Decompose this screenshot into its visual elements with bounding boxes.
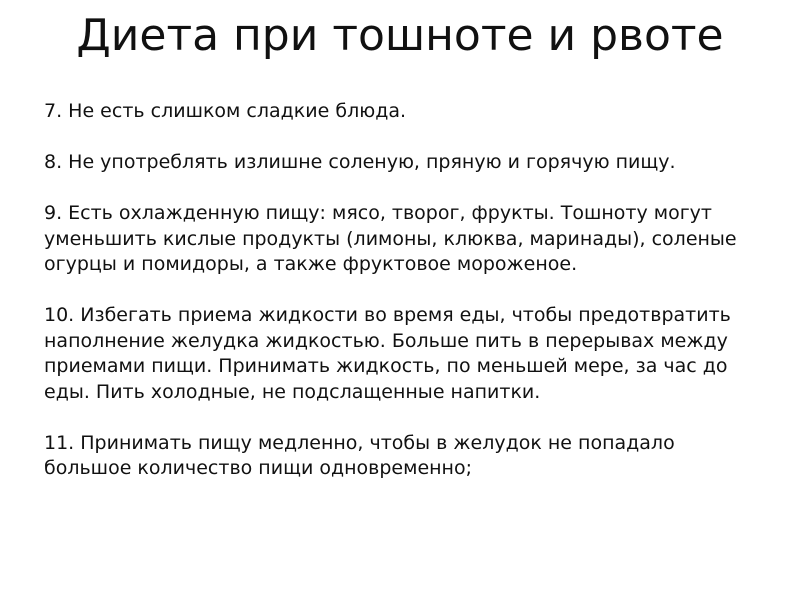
list-item: 9. Есть охлажденную пищу: мясо, творог, фрукты. Тошноту могут уменьшить кислые продукты (лимоны, клюква, маринады), соленые огурцы и помидоры, а также фруктовое мороженое. <box>44 202 737 275</box>
list-item: 11. Принимать пищу медленно, чтобы в желудок не попадало большое количество пищи одновременно; <box>44 431 675 479</box>
list-item: 7. Не есть слишком сладкие блюда. <box>44 100 407 122</box>
list-item: 8. Не употреблять излишне соленую, пряную и горячую пищу. <box>44 151 676 173</box>
slide-body <box>44 99 760 507</box>
list-item: 10. Избегать приема жидкости во время еды, чтобы предотвратить наполнение желудка жидкостью. Больше пить в перерывах между приемами пищи. Принимать жидкость, по меньшей мере, за час до еды. Пить холодные, не подслащенные напитки. <box>44 304 731 403</box>
slide-title: Диета при тошноте и рвоте <box>76 10 724 61</box>
